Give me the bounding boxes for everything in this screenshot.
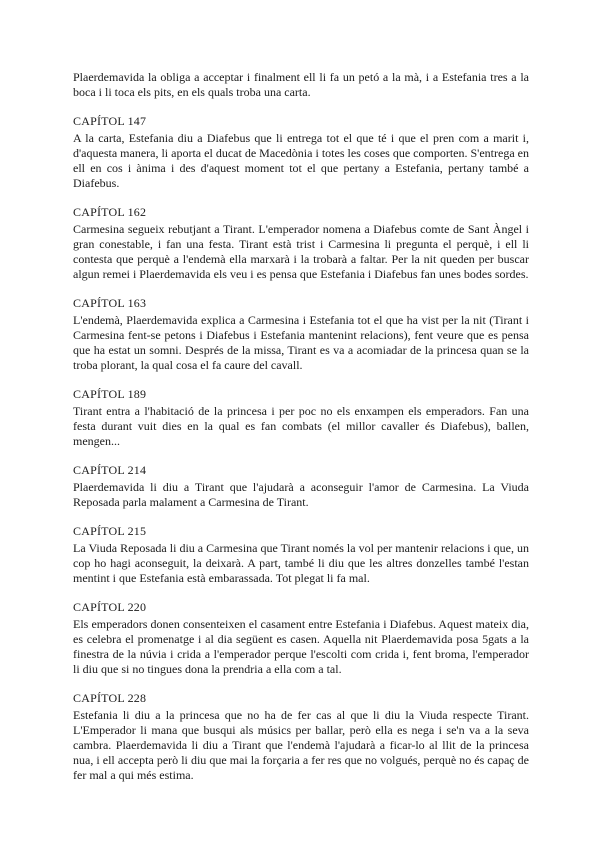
chapter-text: L'endemà, Plaerdemavida explica a Carmesina i Estefania tot el que ha vist per la nit (Tirant i Carmesina fent-se petons i Diafebus i Estefania mantenint relacions), fent veure que es pensa que ha estat un somni. Després de la missa, Tirant es va a acomiadar de la princesa quan se la troba plorant, la qual cosa el fa caure del cavall. bbox=[73, 313, 529, 372]
chapter-heading: CAPÍTOL 215 bbox=[73, 524, 147, 538]
chapter-heading: CAPÍTOL 189 bbox=[73, 387, 147, 401]
chapter-text: Els emperadors donen consenteixen el casament entre Estefania i Diafebus. Aquest mateix dia, es celebra el promenatge i al dia següent es casen. Aquella nit Plaerdemavida posa 5gats a la finestra de la núvia i crida a l'emperador perque l'escolti com crida i, fent broma, l'emperador li diu que si no tingues dona la prendria a ella com a tal. bbox=[73, 617, 529, 676]
chapter-section bbox=[73, 114, 529, 191]
chapter-heading: CAPÍTOL 147 bbox=[73, 114, 147, 128]
chapter-section bbox=[73, 524, 529, 586]
chapter-text: Carmesina segueix rebutjant a Tirant. L'emperador nomena a Diafebus comte de Sant Àngel i gran conestable, i fan una festa. Tirant està trist i Carmesina li pregunta el perquè, i ell li contesta que perquè a l'endemà ella marxarà i la trobarà a faltar. Per la nit queden per buscar algun remei i Plaerdemavida els veu i es pensa que Estefania i Diafebus fan unes bodes sordes. bbox=[73, 222, 529, 281]
chapter-heading: CAPÍTOL 220 bbox=[73, 600, 147, 614]
chapter-text: A la carta, Estefania diu a Diafebus que li entrega tot el que té i que el pren com a marit i, d'aquesta manera, li aporta el ducat de Macedònia i totes les coses que comporten. S'entrega en ell en cos i ànima i des d'aquest moment tot el que pertany a Estefania, pertany també a Diafebus. bbox=[73, 131, 529, 190]
chapter-section bbox=[73, 463, 529, 510]
chapter-section bbox=[73, 387, 529, 449]
chapter-text: Plaerdemavida li diu a Tirant que l'ajudarà a aconseguir l'amor de Carmesina. La Viuda Reposada parla malament a Carmesina de Tirant. bbox=[73, 480, 529, 509]
chapter-text: Tirant entra a l'habitació de la princesa i per poc no els enxampen els emperadors. Fan una festa durant vuit dies en la qual es fan combats (el millor cavaller és Diafebus), ballen, mengen... bbox=[73, 404, 529, 448]
chapter-section bbox=[73, 205, 529, 282]
chapter-text: Estefania li diu a la princesa que no ha de fer cas al que li diu la Viuda respecte Tirant. L'Emperador li mana que busqui als músics per ballar, però ella es nega i se'n va a la seva cambra. Plaerdemavida li diu a Tirant que l'endemà l'ajudarà a ficar-lo al llit de la princesa nua, i ell accepta però li diu que mai la forçaria a fer res que no volgués, perquè no és capaç de fer mal a qui més estima. bbox=[73, 708, 529, 782]
chapter-section bbox=[73, 600, 529, 677]
chapter-heading: CAPÍTOL 214 bbox=[73, 463, 147, 477]
chapter-section bbox=[73, 296, 529, 373]
chapter-section bbox=[73, 691, 529, 783]
document-page bbox=[73, 70, 529, 783]
chapter-heading: CAPÍTOL 163 bbox=[73, 296, 147, 310]
chapter-heading: CAPÍTOL 228 bbox=[73, 691, 147, 705]
chapter-heading: CAPÍTOL 162 bbox=[73, 205, 147, 219]
intro-paragraph: Plaerdemavida la obliga a acceptar i finalment ell li fa un petó a la mà, i a Estefania tres a la boca i li toca els pits, en els quals troba una carta. bbox=[73, 70, 529, 99]
chapter-text: La Viuda Reposada li diu a Carmesina que Tirant només la vol per mantenir relacions i que, un cop ho hagi aconseguit, la deixarà. A part, també li diu que les altres donzelles també l'estan mentint i que Estefania està embarassada. Tot plegat li fa mal. bbox=[73, 541, 529, 585]
